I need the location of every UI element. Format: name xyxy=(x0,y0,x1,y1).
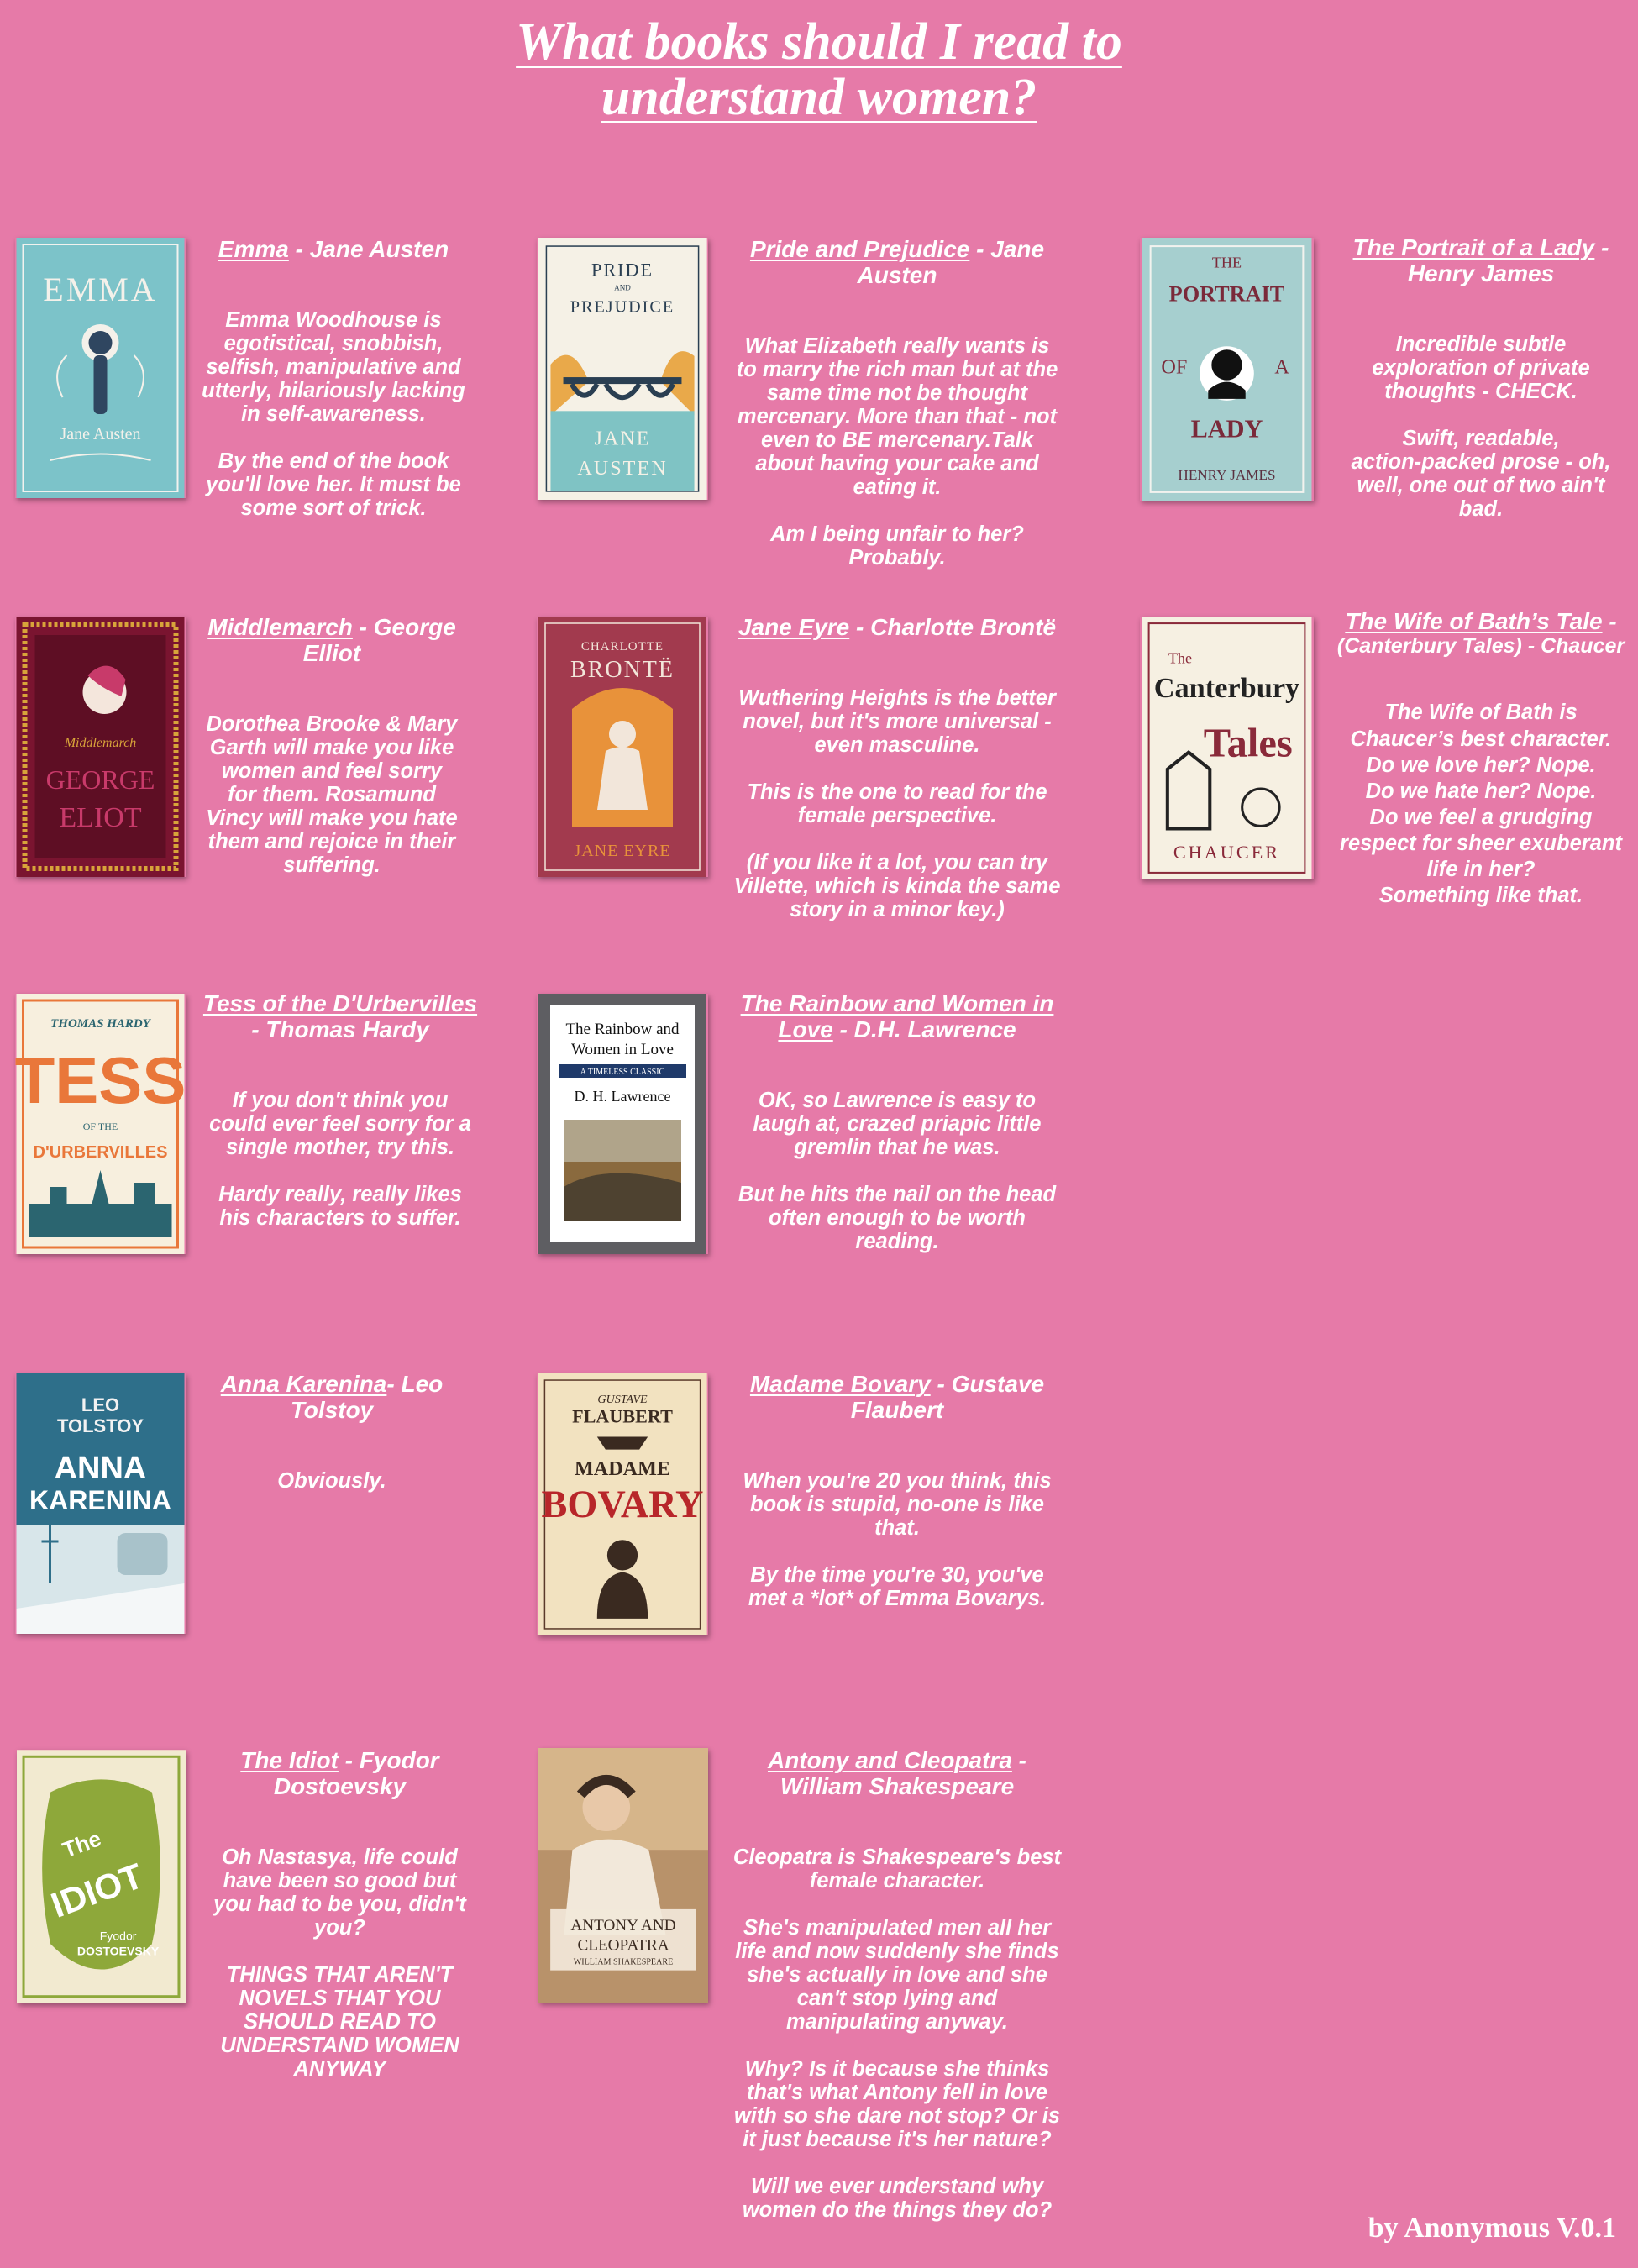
cover-mb-a1: GUSTAVE xyxy=(597,1393,648,1407)
book-blurb: What Elizabeth really wants is to marry the rich man but at the same time not be thought mercenary. More than that - not even to BE mercenary.Talk about having your cake and eating it. Am I being unfair to her? Probably. xyxy=(736,333,1058,570)
book-blurb: If you don't think you could ever feel sorry for a single mother, try this. Hardy really, really likes his characters to suffer. xyxy=(209,1088,471,1230)
book-blurb: Incredible subtle exploration of private thoughts - CHECK. Swift, readable, action-packed prose - oh, well, one out of two ain't bad. xyxy=(1351,332,1611,522)
cover-pp-line1: PRIDE xyxy=(591,259,654,281)
cover-tess-mid: OF THE xyxy=(82,1121,118,1132)
book-cover-antony-and-cleopatra xyxy=(538,1748,708,2003)
cover-mm-author-2: ELIOT xyxy=(59,802,142,833)
book-author: - Leo Tolstoy xyxy=(290,1371,444,1423)
cover-mb-t1: MADAME xyxy=(575,1457,670,1480)
cover-ak-a2: TOLSTOY xyxy=(56,1415,144,1436)
book-entry-emma xyxy=(195,213,472,543)
book-heading-jane-eyre xyxy=(724,615,1070,641)
cover-emma-author: Jane Austen xyxy=(60,425,141,444)
book-cover-canterbury-tales xyxy=(1140,617,1314,879)
book-heading-antony-and-cleopatra xyxy=(724,1748,1070,1800)
book-heading-madame-bovary xyxy=(724,1372,1070,1424)
cover-ac-author: WILLIAM SHAKESPEARE xyxy=(573,1957,674,1967)
cover-idiot-t2: IDIOT xyxy=(45,1856,149,1925)
book-cover-the-idiot xyxy=(17,1750,186,2003)
book-title: The Rainbow and Women in Love xyxy=(740,990,1054,1042)
book-entry-tess xyxy=(193,968,487,1253)
cover-tess-author: THOMAS HARDY xyxy=(50,1017,150,1031)
book-cover-emma xyxy=(15,238,186,498)
book-author: - xyxy=(1602,608,1617,635)
cover-pl-w2: PORTRAIT xyxy=(1168,281,1285,307)
cover-pp-line3: PREJUDICE xyxy=(570,297,675,317)
book-entry-antony-and-cleopatra xyxy=(724,1725,1070,2245)
book-author: - Jane Austen xyxy=(288,236,449,263)
book-heading-emma xyxy=(195,237,472,263)
cover-ct-w3: Tales xyxy=(1203,721,1293,766)
book-blurb: Cleopatra is Shakespeare's best female character. She's manipulated men all her life and now suddenly she finds she's actually in love and she can't stop lying and manipulating anyway. Why? Is it because she thinks that's what Antony fell in love with so she dare not stop? Or is it just because it's her nature? Will we ever understand why women do the things they do? xyxy=(732,1845,1062,2223)
book-heading-the-rainbow xyxy=(724,991,1070,1043)
page-title xyxy=(0,15,1638,125)
book-title: Middlemarch xyxy=(207,614,353,641)
book-author: - Jane Austen xyxy=(857,236,1045,288)
book-heading-tess xyxy=(193,991,487,1043)
book-title: Madame Bovary xyxy=(749,1371,931,1398)
cover-je-author-2: BRONTË xyxy=(570,657,675,683)
book-author: - Charlotte Brontë xyxy=(849,614,1057,641)
cover-pl-author: HENRY JAMES xyxy=(1178,466,1276,483)
cover-ak-t2: KARENINA xyxy=(29,1485,171,1515)
cover-tess-title: TESS xyxy=(15,1043,186,1117)
cover-rb-author: D. H. Lawrence xyxy=(574,1088,671,1105)
cover-pp-author-1: JANE xyxy=(594,427,651,450)
book-heading-middlemarch xyxy=(193,615,470,667)
page-title-line-2: understand women? xyxy=(601,68,1037,126)
cover-pl-w5: LADY xyxy=(1190,414,1263,444)
book-title: The Wife of Bath’s Tale xyxy=(1345,608,1603,635)
book-heading-anna-karenina xyxy=(193,1372,470,1424)
book-blurb: When you're 20 you think, this book is stupid, no-one is like that. By the time you're 30, you've met a *lot* of Emma Bovarys. xyxy=(743,1468,1052,1610)
book-author: - George Elliot xyxy=(302,614,456,666)
book-author: - Thomas Hardy xyxy=(251,1016,429,1042)
book-author: - D.H. Lawrence xyxy=(832,1016,1016,1042)
signature: by Anonymous V.0.1 xyxy=(1368,2213,1616,2244)
book-cover-anna-karenina xyxy=(15,1373,186,1634)
cover-pl-w3: OF xyxy=(1161,355,1188,379)
cover-pp-author-2: AUSTEN xyxy=(577,456,668,480)
book-heading-the-idiot xyxy=(195,1748,485,1800)
book-title: Emma xyxy=(218,236,289,263)
page-title-line-1: What books should I read to xyxy=(516,13,1122,71)
cover-rb-t1: The Rainbow and xyxy=(565,1021,680,1038)
book-subtitle: (Canterbury Tales) - Chaucer xyxy=(1336,633,1625,658)
cover-rb-band: A TIMELESS CLASSIC xyxy=(580,1068,665,1077)
book-cover-jane-eyre xyxy=(537,617,708,877)
book-entry-canterbury-tales xyxy=(1326,585,1636,932)
book-title: The Idiot xyxy=(240,1747,339,1774)
cover-tess-title-2: D'URBERVILLES xyxy=(33,1143,168,1162)
book-entry-anna-karenina xyxy=(193,1348,470,1516)
book-title: Antony and Cleopatra xyxy=(767,1747,1012,1774)
book-blurb: Obviously. xyxy=(277,1468,386,1493)
book-cover-the-rainbow xyxy=(537,994,708,1254)
book-title: Jane Eyre xyxy=(738,614,850,641)
book-title: The Portrait of a Lady xyxy=(1352,234,1595,261)
book-entry-madame-bovary xyxy=(724,1348,1070,1634)
book-author: - Henry James xyxy=(1407,234,1609,286)
book-entry-portrait-of-a-lady xyxy=(1326,212,1636,544)
book-heading-portrait-of-a-lady xyxy=(1326,235,1636,287)
cover-ct-w1: The xyxy=(1168,649,1193,667)
cover-mb-t2: BOVARY xyxy=(541,1483,704,1527)
cover-ac-t1: ANTONY AND xyxy=(570,1917,676,1935)
book-blurb: Wuthering Heights is the better novel, but it's more universal - even masculine. This is the one to read for the female perspective. (If you like it a lot, you can try Villette, which is kinda the same story in a minor key.) xyxy=(733,685,1061,922)
book-cover-madame-bovary xyxy=(537,1373,708,1635)
book-author: - William Shakespeare xyxy=(780,1747,1027,1799)
cover-emma-title: EMMA xyxy=(43,270,158,308)
book-title: Anna Karenina xyxy=(220,1371,387,1398)
cover-ct-w2: Canterbury xyxy=(1153,671,1300,704)
book-entry-the-idiot xyxy=(195,1725,485,2104)
book-blurb: Emma Woodhouse is egotistical, snobbish, selfish, manipulative and utterly, hilariously lacking in self-awareness. By the end of the book you'll love her. It must be some sort of trick. xyxy=(202,307,465,521)
book-entry-jane-eyre xyxy=(724,591,1070,945)
book-blurb: Oh Nastasya, life could have been so good but you had to be you, didn't you? THINGS THAT AREN'T NOVELS THAT YOU SHOULD READ TO UNDERSTAND WOMEN ANYWAY xyxy=(213,1845,466,2082)
cover-ct-author: CHAUCER xyxy=(1173,841,1281,863)
cover-mb-a2: FLAUBERT xyxy=(572,1405,673,1427)
book-blurb: The Wife of Bath is Chaucer’s best character. Do we love her? Nope. Do we hate her? Nope. Do we feel a grudging respect for sheer exuberant life in her? Something like that. xyxy=(1340,701,1622,908)
cover-pp-line2: AND xyxy=(614,283,631,292)
cover-mm-title: Middlemarch xyxy=(64,736,137,750)
cover-ac-t2: CLEOPATRA xyxy=(577,1936,669,1955)
book-entry-middlemarch xyxy=(193,591,470,900)
cover-idiot-a1: Fyodor xyxy=(99,1929,137,1943)
book-blurb: OK, so Lawrence is easy to laugh at, crazed priapic little gremlin that he was. But he hits the nail on the head often enough to be worth reading. xyxy=(738,1088,1057,1253)
book-heading-canterbury-tales xyxy=(1326,609,1636,658)
book-title: Tess of the D'Urbervilles xyxy=(202,990,478,1017)
book-author: - Fyodor Dostoevsky xyxy=(273,1747,439,1799)
cover-ak-t1: ANNA xyxy=(54,1451,147,1486)
book-heading-pride-and-prejudice xyxy=(724,237,1070,289)
cover-rb-t2: Women in Love xyxy=(571,1041,674,1058)
book-cover-tess xyxy=(15,994,186,1254)
book-entry-the-rainbow xyxy=(724,968,1070,1277)
cover-pl-w4: A xyxy=(1274,355,1289,379)
book-cover-portrait-of-a-lady xyxy=(1140,238,1314,501)
cover-je-title: JANE EYRE xyxy=(574,842,671,860)
cover-idiot-a2: DOSTOEVSKY xyxy=(76,1944,160,1958)
cover-ak-a1: LEO xyxy=(81,1394,120,1415)
cover-idiot-t1: The xyxy=(59,1825,105,1863)
book-title: Pride and Prejudice xyxy=(749,236,970,263)
book-cover-pride-and-prejudice xyxy=(537,238,708,500)
book-author: - Gustave Flaubert xyxy=(850,1371,1045,1423)
cover-je-author-1: CHARLOTTE xyxy=(580,640,664,654)
cover-mm-author-1: GEORGE xyxy=(45,764,155,795)
book-cover-middlemarch xyxy=(15,617,186,877)
book-entry-pride-and-prejudice xyxy=(724,213,1070,593)
cover-pl-w1: THE xyxy=(1211,254,1242,271)
book-blurb: Dorothea Brooke & Mary Garth will make you like women and feel sorry for them. Rosamund Vincy will make you hate them and rejoice in their suffering. xyxy=(206,711,458,877)
